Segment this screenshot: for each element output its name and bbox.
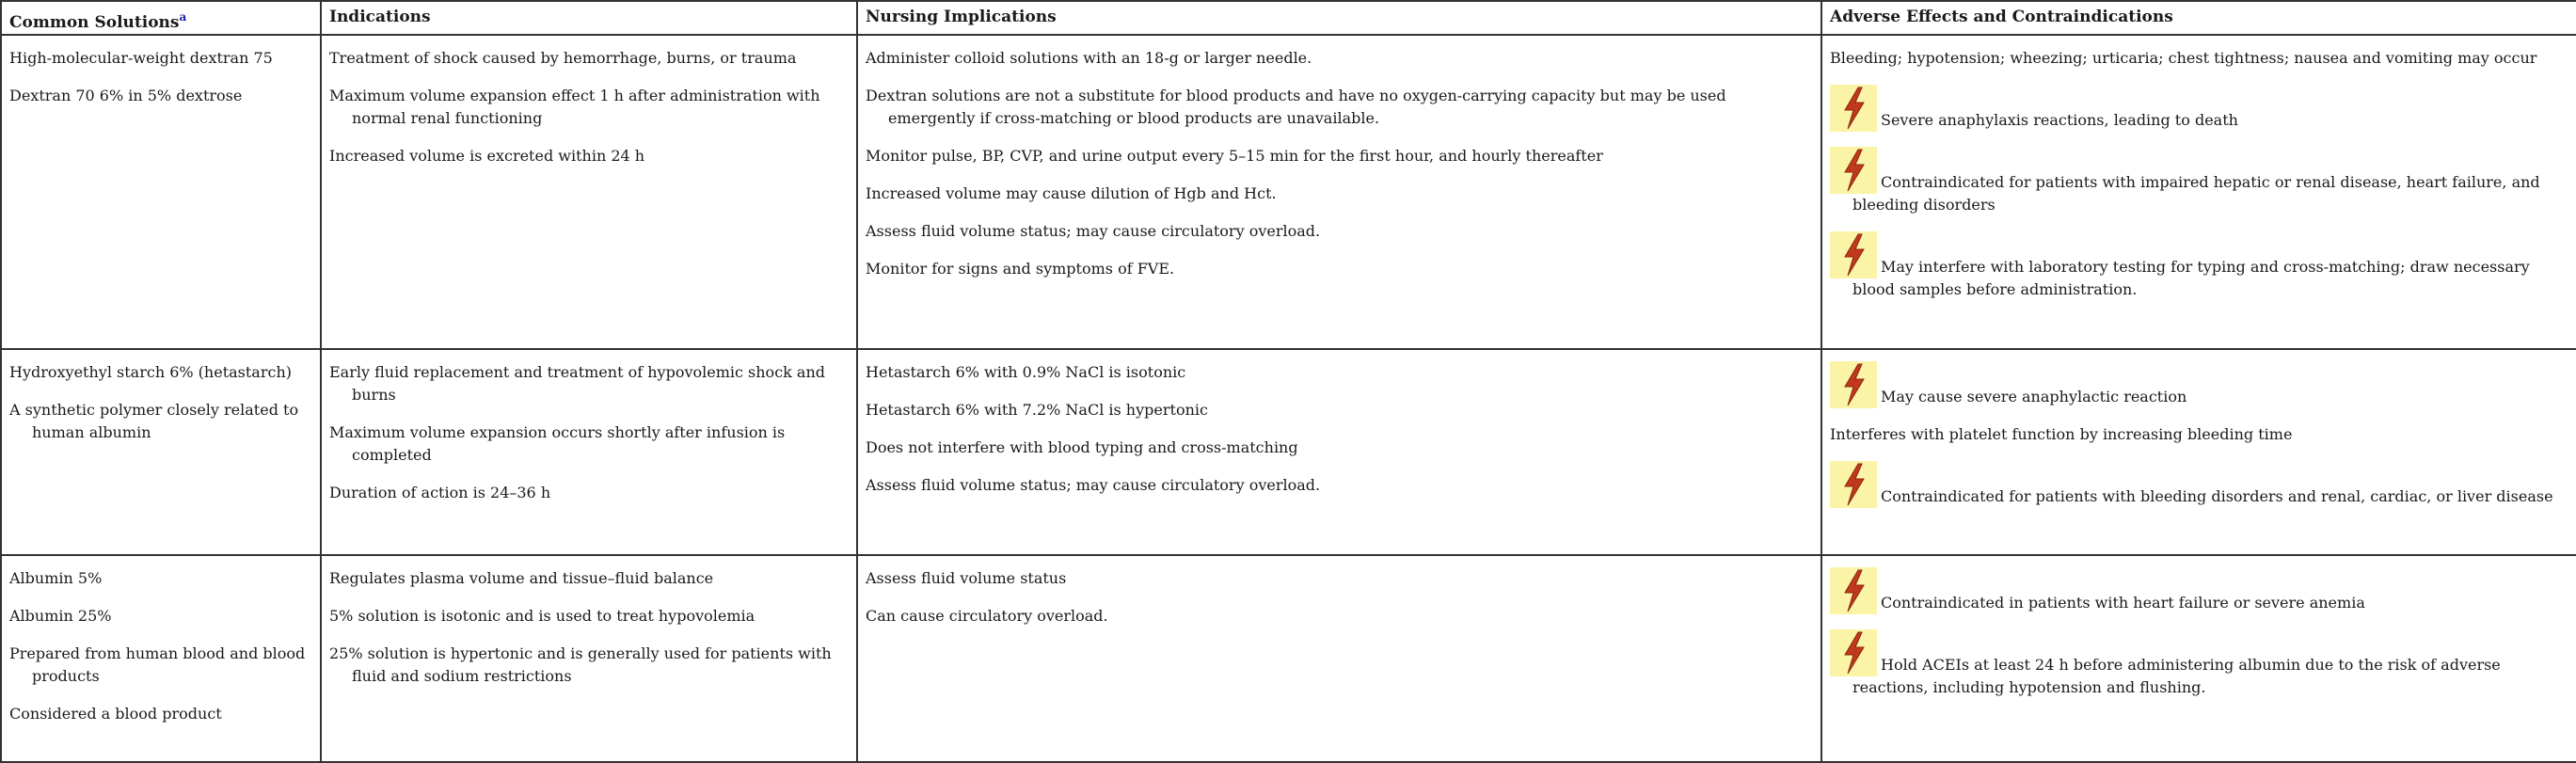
entry-text: May interfere with laboratory testing for typing and cross-matching; draw necessary blood samples before administration. xyxy=(1852,258,2530,298)
entry-text: Albumin 5% xyxy=(9,569,103,587)
entry-text: Contraindicated for patients with bleeding disorders and renal, cardiac, or liver disease xyxy=(1881,487,2553,505)
entry-text: Regulates plasma volume and tissue–fluid balance xyxy=(329,569,714,587)
entry-text: Considered a blood product xyxy=(9,705,222,723)
entry-text: Severe anaphylaxis reactions, leading to death xyxy=(1881,111,2238,129)
entry-text: Maximum volume expansion effect 1 h after administration with normal renal functioning xyxy=(329,87,820,127)
warning-lightning-icon xyxy=(1830,461,1877,508)
entry-text: Hetastarch 6% with 0.9% NaCl is isotonic xyxy=(866,363,1186,381)
adverse-entry xyxy=(1830,423,2568,446)
warning-entry xyxy=(1830,461,2568,508)
entry-text: Albumin 25% xyxy=(9,607,112,625)
entry-text: A synthetic polymer closely related to human albumin xyxy=(9,401,299,441)
entry-text: Increased volume is excreted within 24 h xyxy=(329,147,645,165)
warning-entry xyxy=(1830,629,2568,699)
entry-text: May cause severe anaphylactic reaction xyxy=(1881,388,2187,405)
entry-text: Treatment of shock caused by hemorrhage, burns, or trauma xyxy=(329,49,797,67)
warning-lightning-icon xyxy=(1830,147,1877,194)
warning-entry xyxy=(1830,147,2568,216)
warning-entry xyxy=(1830,231,2568,301)
header-adverse-effects: Adverse Effects and Contraindications xyxy=(1821,1,2576,35)
entry-text: Hydroxyethyl starch 6% (hetastarch) xyxy=(9,363,292,381)
cell-solutions xyxy=(1,555,321,762)
entry-text: Contraindicated in patients with heart failure or severe anemia xyxy=(1881,594,2365,612)
entry-text: Monitor for signs and symptoms of FVE. xyxy=(866,260,1175,278)
entry-text: Dextran solutions are not a substitute for blood products and have no oxygen-carrying capacity but may be used emergently if cross-matching or blood products are unavailable. xyxy=(866,87,1726,127)
warning-entry xyxy=(1830,85,2568,132)
table-row xyxy=(1,349,2576,555)
entry-text: Can cause circulatory overload. xyxy=(866,607,1108,625)
entry-text: High-molecular-weight dextran 75 xyxy=(9,49,273,67)
entry-text: Hetastarch 6% with 7.2% NaCl is hypertonic xyxy=(866,401,1208,419)
entry-text: Prepared from human blood and blood products xyxy=(9,644,306,685)
warning-lightning-icon xyxy=(1830,629,1877,676)
cell-indications xyxy=(321,35,857,349)
adverse-entry xyxy=(1830,47,2568,70)
entry-text: Monitor pulse, BP, CVP, and urine output every 5–15 min for the first hour, and hourly thereafter xyxy=(866,147,1603,165)
entry-text: Contraindicated for patients with impaired hepatic or renal disease, heart failure, and bleeding disorders xyxy=(1852,173,2540,214)
entry-text: Early fluid replacement and treatment of hypovolemic shock and burns xyxy=(329,363,826,404)
entry-text: Increased volume may cause dilution of Hgb and Hct. xyxy=(866,184,1277,202)
header-indications: Indications xyxy=(321,1,857,35)
entry-text: Assess fluid volume status; may cause circulatory overload. xyxy=(866,476,1321,494)
table-row xyxy=(1,555,2576,762)
table-row xyxy=(1,35,2576,349)
warning-lightning-icon xyxy=(1830,231,1877,278)
entry-text: Dextran 70 6% in 5% dextrose xyxy=(9,87,243,104)
footnote-marker[interactable]: a xyxy=(179,10,187,24)
cell-adverse xyxy=(1821,35,2576,349)
cell-nursing xyxy=(857,349,1821,555)
cell-nursing xyxy=(857,555,1821,762)
header-nursing-implications: Nursing Implications xyxy=(857,1,1821,35)
entry-text: 25% solution is hypertonic and is generally used for patients with fluid and sodium restrictions xyxy=(329,644,832,685)
entry-text: Hold ACEIs at least 24 h before administering albumin due to the risk of adverse reactions, including hypotension and flushing. xyxy=(1852,656,2501,696)
warning-lightning-icon xyxy=(1830,85,1877,132)
entry-text: Administer colloid solutions with an 18-g or larger needle. xyxy=(866,49,1312,67)
cell-solutions xyxy=(1,35,321,349)
entry-text: Assess fluid volume status; may cause circulatory overload. xyxy=(866,222,1321,240)
cell-adverse xyxy=(1821,555,2576,762)
warning-entry xyxy=(1830,361,2568,408)
header-common-solutions: Common Solutions$^a$ xyxy=(1,1,321,35)
cell-adverse xyxy=(1821,349,2576,555)
cell-indications xyxy=(321,349,857,555)
entry-text: Assess fluid volume status xyxy=(866,569,1067,587)
entry-text: Interferes with platelet function by increasing bleeding time xyxy=(1830,425,2293,443)
cell-solutions xyxy=(1,349,321,555)
warning-entry xyxy=(1830,567,2568,614)
entry-text: Maximum volume expansion occurs shortly after infusion is completed xyxy=(329,423,786,464)
header-row xyxy=(1,1,2576,35)
entry-text: 5% solution is isotonic and is used to treat hypovolemia xyxy=(329,607,755,625)
warning-lightning-icon xyxy=(1830,567,1877,614)
entry-text: Bleeding; hypotension; wheezing; urticaria; chest tightness; nausea and vomiting may occur xyxy=(1830,49,2537,67)
cell-indications xyxy=(321,555,857,762)
warning-lightning-icon xyxy=(1830,361,1877,408)
entry-text: Does not interfere with blood typing and cross-matching xyxy=(866,438,1298,456)
entry-text: Duration of action is 24–36 h xyxy=(329,484,551,501)
cell-nursing xyxy=(857,35,1821,349)
